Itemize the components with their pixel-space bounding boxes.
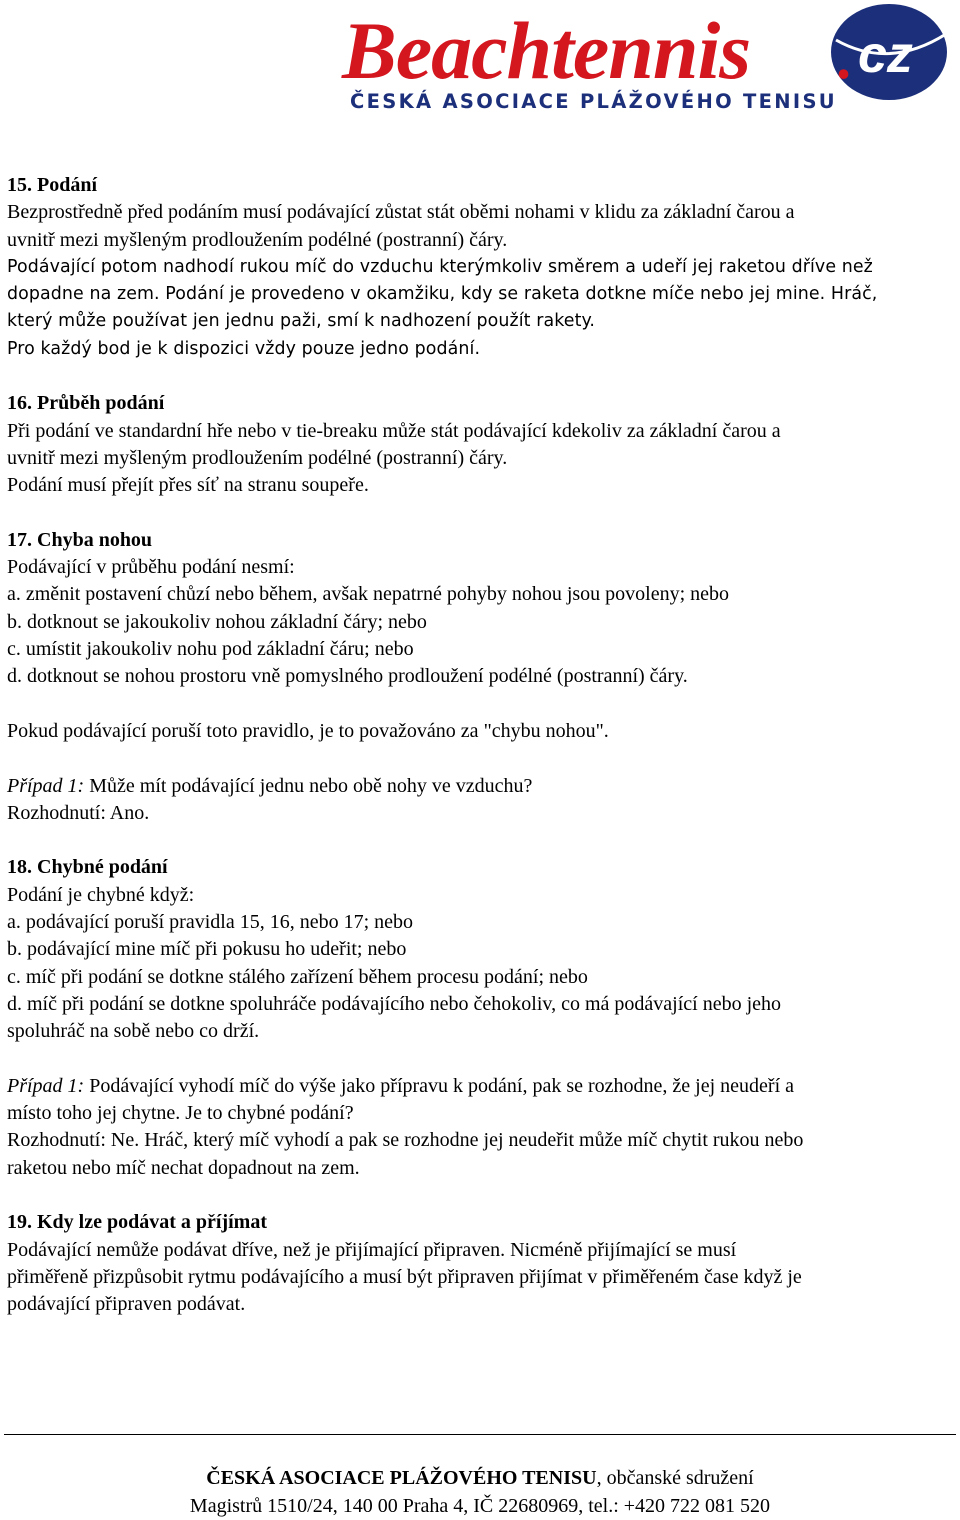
section-heading: 19. Kdy lze podávat a příjímat	[7, 1211, 267, 1234]
footer-address: Magistrů 1510/24, 140 00 Praha 4, IČ 22680969, tel.: +420 722 081 520	[189, 1495, 771, 1517]
list-item: d. dotknout se nohou prostoru vně pomyslného prodloužení podélné (postranní) čáry.	[7, 665, 688, 688]
paragraph-line: uvnitř mezi myšleným prodloužením podélné (postranní) čáry.	[7, 228, 508, 251]
svg-text:cz: cz	[858, 26, 913, 84]
footer-org: ČESKÁ ASOCIACE PLÁŽOVÉHO TENISU	[206, 1467, 597, 1489]
case-text: Podávající vyhodí míč do výše jako přípravu k podání, pak se rozhodne, že jej neudeří a	[84, 1074, 795, 1097]
footer	[0, 1464, 960, 1520]
svg-text:.: .	[836, 25, 851, 91]
paragraph-line: Pro každý bod je k dispozici vždy pouze jedno podání.	[7, 338, 481, 359]
section-19	[7, 1209, 952, 1318]
list-item: c. míč při podání se dotkne stálého zařízení během procesu podání; nebo	[7, 965, 588, 988]
section-heading: 18. Chybné podání	[7, 856, 168, 879]
paragraph-line: přiměřeně přizpůsobit rytmu podávajícího a musí být připraven přijímat v přiměřeném čase když je	[7, 1265, 802, 1288]
footer-divider	[4, 1434, 956, 1435]
paragraph-line: uvnitř mezi myšleným prodloužením podélné (postranní) čáry.	[7, 446, 508, 469]
section-heading: 16. Průběh podání	[7, 392, 165, 415]
case-label: Případ 1:	[7, 1074, 85, 1097]
list-item: b. dotknout se jakoukoliv nohou základní čáry; nebo	[7, 610, 427, 633]
section-17	[7, 527, 952, 827]
list-item: a. změnit postavení chůzí nebo během, avšak nepatrné pohyby nohou jsou povoleny; nebo	[7, 583, 730, 606]
list-item: d. míč při podání se dotkne spoluhráče podávajícího nebo čehokoliv, co má podávající nebo jeho	[7, 992, 782, 1015]
beachtennis-logo	[336, 0, 960, 118]
footer-org-line	[0, 1464, 960, 1492]
list-item: b. podávající mine míč při pokusu ho udeřit; nebo	[7, 938, 407, 961]
decision-line: Rozhodnutí: Ano.	[7, 801, 150, 824]
case-line: místo toho jej chytne. Je to chybné podání?	[7, 1102, 354, 1125]
case-text: Může mít podávající jednu nebo obě nohy ve vzduchu?	[84, 774, 533, 797]
paragraph-line: Podávající potom nadhodí rukou míč do vzduchu kterýmkoliv směrem a udeří jej raketou dříve než	[7, 256, 873, 277]
paragraph-line: Podávající v průběhu podání nesmí:	[7, 556, 295, 579]
rules-document	[7, 172, 952, 1346]
section-16	[7, 390, 952, 499]
paragraph-line: Bezprostředně před podáním musí podávající zůstat stát oběmi nohami v klidu za základní čarou a	[7, 201, 795, 224]
paragraph-line: Podání je chybné když:	[7, 883, 195, 906]
case-line	[7, 773, 952, 800]
list-item-continuation: spoluhráč na sobě nebo co drží.	[7, 1020, 260, 1043]
list-item: a. podávající poruší pravidla 15, 16, nebo 17; nebo	[7, 911, 414, 934]
section-18	[7, 854, 952, 1182]
section-heading: 15. Podání	[7, 174, 98, 196]
paragraph-line: podávající připraven podávat.	[7, 1293, 246, 1316]
svg-text:Beachtennis: Beachtennis	[342, 5, 751, 96]
paragraph-line: Podávající nemůže podávat dříve, než je přijímající připraven. Nicméně přijímající se musí	[7, 1238, 737, 1261]
paragraph-line: který může používat jen jednu paži, smí k nadhození použít rakety.	[7, 311, 596, 332]
paragraph-line: Při podání ve standardní hře nebo v tie-breaku může stát podávající kdekoliv za základní čarou a	[7, 419, 781, 442]
section-15	[7, 172, 952, 363]
decision-line: Rozhodnutí: Ne. Hráč, který míč vyhodí a pak se rozhodne jej neudeřit může míč chytit rukou nebo	[7, 1129, 804, 1152]
decision-line: raketou nebo míč nechat dopadnout na zem.	[7, 1156, 360, 1179]
paragraph-line: Podání musí přejít přes síť na stranu soupeře.	[7, 474, 369, 497]
section-heading: 17. Chyba nohou	[7, 528, 153, 551]
list-item: c. umístit jakoukoliv nohu pod základní čáru; nebo	[7, 638, 414, 661]
case-line	[7, 1073, 952, 1100]
footer-org-suffix: , občanské sdružení	[596, 1467, 754, 1489]
svg-text:ČESKÁ ASOCIACE PLÁŽOVÉHO TENIS: ČESKÁ ASOCIACE PLÁŽOVÉHO TENISU	[350, 90, 837, 113]
paragraph-line: dopadne na zem. Podání je provedeno v okamžiku, kdy se raketa dotkne míče nebo jej mine. Hráč,	[7, 284, 878, 305]
paragraph-line: Pokud podávající poruší toto pravidlo, je to považováno za "chybu nohou".	[7, 719, 609, 742]
case-label: Případ 1:	[7, 774, 85, 797]
